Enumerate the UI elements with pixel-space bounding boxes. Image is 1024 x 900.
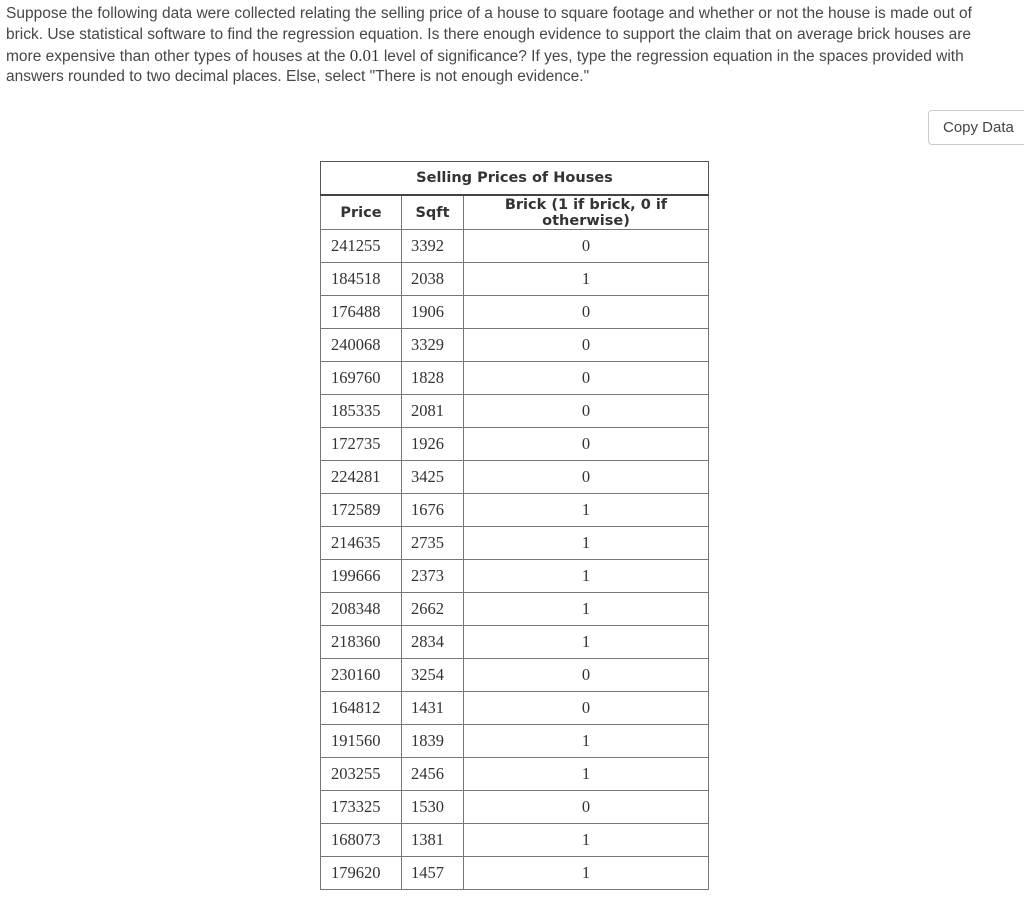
- table-body: [321, 230, 709, 890]
- price-cell: 208348: [321, 593, 402, 626]
- brick-cell: 1: [464, 560, 709, 593]
- price-cell: 240068: [321, 329, 402, 362]
- table-row: [321, 230, 709, 263]
- price-cell: 199666: [321, 560, 402, 593]
- price-cell: 214635: [321, 527, 402, 560]
- price-cell: 169760: [321, 362, 402, 395]
- price-cell: 230160: [321, 659, 402, 692]
- price-cell: 164812: [321, 692, 402, 725]
- significance-level: 0.01: [349, 46, 380, 65]
- sqft-cell: 1381: [402, 824, 464, 857]
- price-cell: 168073: [321, 824, 402, 857]
- table-row: [321, 824, 709, 857]
- brick-cell: 0: [464, 659, 709, 692]
- brick-cell: 1: [464, 725, 709, 758]
- brick-cell: 1: [464, 494, 709, 527]
- table-row: [321, 329, 709, 362]
- price-cell: 172735: [321, 428, 402, 461]
- brick-cell: 0: [464, 296, 709, 329]
- sqft-cell: 2081: [402, 395, 464, 428]
- table-row: [321, 758, 709, 791]
- question-line-3: [6, 45, 1024, 66]
- price-cell: 172589: [321, 494, 402, 527]
- column-header-price: Price: [321, 195, 402, 230]
- brick-cell: 0: [464, 395, 709, 428]
- table-row: [321, 593, 709, 626]
- copy-data-button[interactable]: Copy Data: [928, 110, 1024, 145]
- sqft-cell: 2456: [402, 758, 464, 791]
- sqft-cell: 3425: [402, 461, 464, 494]
- question-line-4: answers rounded to two decimal places. Else, select "There is not enough evidence.": [6, 68, 590, 85]
- brick-cell: 1: [464, 527, 709, 560]
- sqft-cell: 1676: [402, 494, 464, 527]
- sqft-cell: 2834: [402, 626, 464, 659]
- price-cell: 203255: [321, 758, 402, 791]
- question-line-2: brick. Use statistical software to find the regression equation. Is there enough evidence to support the claim that on average brick houses are: [6, 26, 971, 43]
- table-row: [321, 296, 709, 329]
- table-row: [321, 626, 709, 659]
- brick-cell: 1: [464, 263, 709, 296]
- brick-cell: 0: [464, 461, 709, 494]
- brick-cell: 1: [464, 593, 709, 626]
- sqft-cell: 1431: [402, 692, 464, 725]
- sqft-cell: 1530: [402, 791, 464, 824]
- table-header-row: [321, 195, 709, 230]
- table-row: [321, 692, 709, 725]
- sqft-cell: 1926: [402, 428, 464, 461]
- brick-cell: 0: [464, 428, 709, 461]
- question-line-3-start: more expensive than other types of houses at the: [6, 48, 350, 65]
- brick-cell: 0: [464, 791, 709, 824]
- price-cell: 184518: [321, 263, 402, 296]
- price-cell: 173325: [321, 791, 402, 824]
- table-row: [321, 857, 709, 890]
- table-row: [321, 725, 709, 758]
- brick-cell: 1: [464, 758, 709, 791]
- sqft-cell: 2038: [402, 263, 464, 296]
- table-row: [321, 494, 709, 527]
- table-row: [321, 659, 709, 692]
- price-cell: 179620: [321, 857, 402, 890]
- price-cell: 176488: [321, 296, 402, 329]
- price-cell: 218360: [321, 626, 402, 659]
- sqft-cell: 1839: [402, 725, 464, 758]
- price-cell: 224281: [321, 461, 402, 494]
- sqft-cell: 3392: [402, 230, 464, 263]
- question-line-3-end: level of significance? If yes, type the regression equation in the spaces provided with: [379, 48, 964, 65]
- table-row: [321, 791, 709, 824]
- sqft-cell: 2662: [402, 593, 464, 626]
- question-text: [6, 3, 1024, 87]
- sqft-cell: 2373: [402, 560, 464, 593]
- brick-cell: 0: [464, 230, 709, 263]
- table-row: [321, 395, 709, 428]
- table-caption: Selling Prices of Houses: [321, 162, 709, 196]
- sqft-cell: 1906: [402, 296, 464, 329]
- sqft-cell: 3254: [402, 659, 464, 692]
- sqft-cell: 1828: [402, 362, 464, 395]
- table-row: [321, 461, 709, 494]
- brick-cell: 1: [464, 626, 709, 659]
- table-row: [321, 527, 709, 560]
- table-caption-row: [321, 162, 709, 196]
- brick-cell: 1: [464, 824, 709, 857]
- sqft-cell: 3329: [402, 329, 464, 362]
- table-row: [321, 560, 709, 593]
- question-line-1: Suppose the following data were collected relating the selling price of a house to square footage and whether or not the house is made out of: [6, 5, 972, 22]
- brick-cell: 0: [464, 692, 709, 725]
- brick-cell: 0: [464, 329, 709, 362]
- column-header-brick: Brick (1 if brick, 0 if otherwise): [464, 195, 709, 230]
- table-row: [321, 428, 709, 461]
- price-cell: 191560: [321, 725, 402, 758]
- price-cell: 185335: [321, 395, 402, 428]
- data-table: [320, 161, 709, 890]
- brick-cell: 1: [464, 857, 709, 890]
- price-cell: 241255: [321, 230, 402, 263]
- brick-cell: 0: [464, 362, 709, 395]
- column-header-sqft: Sqft: [402, 195, 464, 230]
- sqft-cell: 2735: [402, 527, 464, 560]
- table-row: [321, 263, 709, 296]
- table-row: [321, 362, 709, 395]
- sqft-cell: 1457: [402, 857, 464, 890]
